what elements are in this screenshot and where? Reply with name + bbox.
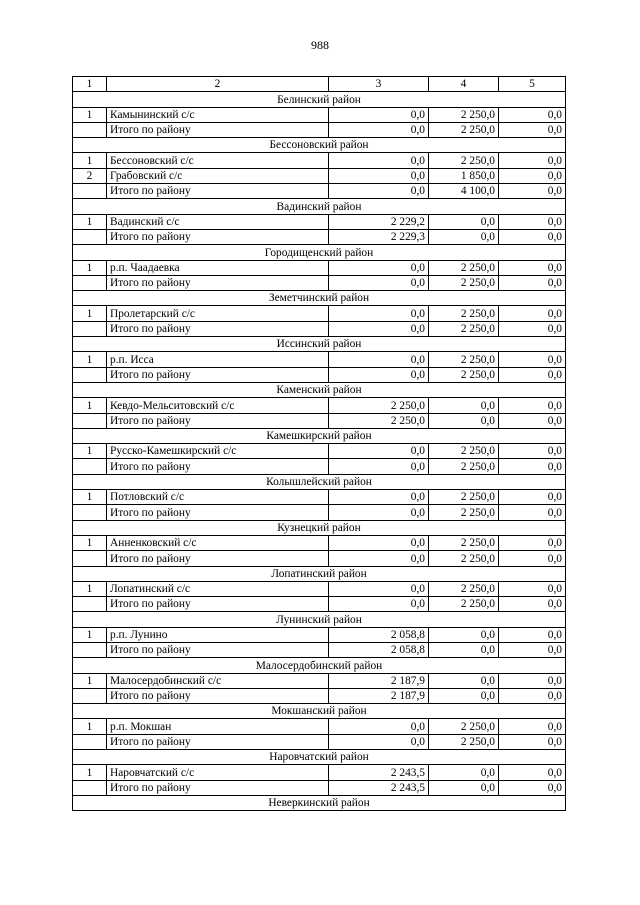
allocation-table (72, 76, 566, 811)
value-col-4: 0,0 (429, 765, 499, 780)
district-name: Вадинский район (73, 199, 566, 214)
value-col-4: 2 250,0 (429, 260, 499, 275)
row-number (73, 321, 107, 336)
settlement-name: р.п. Мокшан (107, 719, 329, 734)
row-number (73, 734, 107, 749)
value-col-5: 0,0 (499, 719, 566, 734)
row-number: 1 (73, 765, 107, 780)
district-heading-row (73, 566, 566, 581)
value-col-5: 0,0 (499, 535, 566, 550)
district-total-row (73, 642, 566, 657)
table-row (73, 444, 566, 459)
district-heading-row (73, 612, 566, 627)
value-col-3: 2 250,0 (329, 398, 429, 413)
district-name: Кузнецкий район (73, 520, 566, 535)
settlement-name: Итого по району (107, 459, 329, 474)
district-heading-row (73, 750, 566, 765)
value-col-4: 2 250,0 (429, 122, 499, 137)
value-col-3: 2 229,2 (329, 214, 429, 229)
settlement-name: Русско-Камешкирский с/с (107, 444, 329, 459)
settlement-name: Итого по району (107, 597, 329, 612)
row-number: 1 (73, 535, 107, 550)
row-number (73, 459, 107, 474)
district-heading-row (73, 245, 566, 260)
row-number (73, 122, 107, 137)
value-col-4: 2 250,0 (429, 734, 499, 749)
district-heading-row (73, 520, 566, 535)
district-total-row (73, 780, 566, 795)
value-col-3: 0,0 (329, 581, 429, 596)
value-col-3: 0,0 (329, 719, 429, 734)
value-col-4: 2 250,0 (429, 367, 499, 382)
value-col-4: 2 250,0 (429, 321, 499, 336)
row-number (73, 642, 107, 657)
row-number: 1 (73, 153, 107, 168)
value-col-5: 0,0 (499, 780, 566, 795)
value-col-4: 0,0 (429, 214, 499, 229)
settlement-name: Пролетарский с/с (107, 306, 329, 321)
settlement-name: Итого по району (107, 122, 329, 137)
settlement-name: Итого по району (107, 321, 329, 336)
district-heading-row (73, 138, 566, 153)
value-col-4: 2 250,0 (429, 597, 499, 612)
value-col-5: 0,0 (499, 352, 566, 367)
settlement-name: Наровчатский с/с (107, 765, 329, 780)
table-row (73, 535, 566, 550)
row-number: 1 (73, 260, 107, 275)
district-total-row (73, 688, 566, 703)
value-col-4: 2 250,0 (429, 581, 499, 596)
column-number-3: 3 (329, 77, 429, 92)
district-name: Малосердобинский район (73, 658, 566, 673)
table-row (73, 214, 566, 229)
value-col-4: 0,0 (429, 398, 499, 413)
row-number: 1 (73, 719, 107, 734)
district-total-row (73, 551, 566, 566)
value-col-5: 0,0 (499, 459, 566, 474)
settlement-name: Лопатинский с/с (107, 581, 329, 596)
row-number (73, 413, 107, 428)
district-name: Белинский район (73, 92, 566, 107)
table-row (73, 765, 566, 780)
district-heading-row (73, 382, 566, 397)
value-col-3: 0,0 (329, 597, 429, 612)
value-col-3: 2 229,3 (329, 229, 429, 244)
value-col-4: 2 250,0 (429, 275, 499, 290)
settlement-name: Итого по району (107, 184, 329, 199)
district-total-row (73, 275, 566, 290)
row-number: 1 (73, 581, 107, 596)
value-col-5: 0,0 (499, 275, 566, 290)
value-col-5: 0,0 (499, 398, 566, 413)
value-col-4: 0,0 (429, 642, 499, 657)
row-number: 1 (73, 306, 107, 321)
value-col-3: 0,0 (329, 352, 429, 367)
value-col-5: 0,0 (499, 581, 566, 596)
value-col-4: 2 250,0 (429, 444, 499, 459)
district-heading-row (73, 337, 566, 352)
value-col-3: 2 187,9 (329, 673, 429, 688)
settlement-name: Кевдо-Мельситовский с/с (107, 398, 329, 413)
value-col-4: 0,0 (429, 780, 499, 795)
district-total-row (73, 184, 566, 199)
settlement-name: Камынинский с/с (107, 107, 329, 122)
value-col-4: 4 100,0 (429, 184, 499, 199)
value-col-5: 0,0 (499, 168, 566, 183)
value-col-4: 2 250,0 (429, 107, 499, 122)
value-col-5: 0,0 (499, 413, 566, 428)
value-col-3: 2 250,0 (329, 413, 429, 428)
settlement-name: Итого по району (107, 505, 329, 520)
table-row (73, 107, 566, 122)
value-col-4: 0,0 (429, 673, 499, 688)
row-number (73, 505, 107, 520)
district-heading-row (73, 428, 566, 443)
table-row (73, 581, 566, 596)
row-number (73, 780, 107, 795)
value-col-4: 2 250,0 (429, 153, 499, 168)
table-row (73, 719, 566, 734)
value-col-5: 0,0 (499, 229, 566, 244)
district-total-row (73, 413, 566, 428)
row-number: 1 (73, 107, 107, 122)
district-name: Земетчинский район (73, 291, 566, 306)
value-col-3: 2 187,9 (329, 688, 429, 703)
settlement-name: р.п. Лунино (107, 627, 329, 642)
value-col-3: 0,0 (329, 107, 429, 122)
row-number (73, 184, 107, 199)
value-col-5: 0,0 (499, 444, 566, 459)
page-number: 988 (311, 38, 329, 52)
district-name: Городищенский район (73, 245, 566, 260)
value-col-3: 0,0 (329, 367, 429, 382)
district-total-row (73, 505, 566, 520)
district-heading-row (73, 658, 566, 673)
value-col-3: 0,0 (329, 734, 429, 749)
value-col-5: 0,0 (499, 122, 566, 137)
settlement-name: Итого по району (107, 275, 329, 290)
value-col-3: 2 243,5 (329, 780, 429, 795)
row-number: 1 (73, 398, 107, 413)
settlement-name: Потловский с/с (107, 490, 329, 505)
value-col-4: 0,0 (429, 229, 499, 244)
settlement-name: Итого по району (107, 642, 329, 657)
district-total-row (73, 321, 566, 336)
value-col-5: 0,0 (499, 306, 566, 321)
value-col-3: 0,0 (329, 153, 429, 168)
row-number: 1 (73, 673, 107, 688)
district-name: Лунинский район (73, 612, 566, 627)
value-col-5: 0,0 (499, 184, 566, 199)
row-number (73, 229, 107, 244)
district-heading-row (73, 199, 566, 214)
row-number (73, 551, 107, 566)
value-col-5: 0,0 (499, 642, 566, 657)
table-body (73, 77, 566, 811)
district-heading-row (73, 795, 566, 810)
settlement-name: Грабовский с/с (107, 168, 329, 183)
table-row (73, 352, 566, 367)
value-col-3: 0,0 (329, 275, 429, 290)
value-col-5: 0,0 (499, 490, 566, 505)
district-name: Мокшанский район (73, 704, 566, 719)
district-heading-row (73, 704, 566, 719)
district-total-row (73, 459, 566, 474)
table-row (73, 398, 566, 413)
settlement-name: Итого по району (107, 229, 329, 244)
value-col-5: 0,0 (499, 321, 566, 336)
value-col-5: 0,0 (499, 765, 566, 780)
row-number: 2 (73, 168, 107, 183)
row-number (73, 275, 107, 290)
value-col-5: 0,0 (499, 214, 566, 229)
value-col-3: 0,0 (329, 505, 429, 520)
value-col-4: 2 250,0 (429, 535, 499, 550)
settlement-name: Бессоновский с/с (107, 153, 329, 168)
value-col-5: 0,0 (499, 505, 566, 520)
value-col-4: 2 250,0 (429, 719, 499, 734)
table-row (73, 153, 566, 168)
district-name: Неверкинский район (73, 795, 566, 810)
row-number (73, 688, 107, 703)
district-heading-row (73, 92, 566, 107)
row-number: 1 (73, 352, 107, 367)
value-col-3: 2 243,5 (329, 765, 429, 780)
district-name: Лопатинский район (73, 566, 566, 581)
settlement-name: Итого по району (107, 780, 329, 795)
table-row (73, 260, 566, 275)
district-name: Бессоновский район (73, 138, 566, 153)
district-total-row (73, 229, 566, 244)
value-col-5: 0,0 (499, 688, 566, 703)
district-total-row (73, 367, 566, 382)
district-total-row (73, 597, 566, 612)
row-number: 1 (73, 214, 107, 229)
settlement-name: Итого по району (107, 551, 329, 566)
settlement-name: Вадинский с/с (107, 214, 329, 229)
value-col-5: 0,0 (499, 734, 566, 749)
settlement-name: Итого по району (107, 367, 329, 382)
value-col-3: 0,0 (329, 306, 429, 321)
column-number-5: 5 (499, 77, 566, 92)
district-total-row (73, 122, 566, 137)
district-name: Иссинский район (73, 337, 566, 352)
district-name: Колышлейский район (73, 474, 566, 489)
district-name: Наровчатский район (73, 750, 566, 765)
settlement-name: Анненковский с/с (107, 535, 329, 550)
settlement-name: Итого по району (107, 688, 329, 703)
value-col-4: 2 250,0 (429, 551, 499, 566)
value-col-4: 1 850,0 (429, 168, 499, 183)
value-col-5: 0,0 (499, 367, 566, 382)
row-number (73, 597, 107, 612)
column-number-4: 4 (429, 77, 499, 92)
settlement-name: р.п. Исса (107, 352, 329, 367)
table-row (73, 490, 566, 505)
district-total-row (73, 734, 566, 749)
settlement-name: Малосердобинский с/с (107, 673, 329, 688)
value-col-4: 0,0 (429, 413, 499, 428)
value-col-5: 0,0 (499, 627, 566, 642)
value-col-3: 0,0 (329, 321, 429, 336)
value-col-4: 2 250,0 (429, 490, 499, 505)
value-col-5: 0,0 (499, 597, 566, 612)
value-col-4: 2 250,0 (429, 459, 499, 474)
value-col-3: 0,0 (329, 168, 429, 183)
column-number-1: 1 (73, 77, 107, 92)
district-heading-row (73, 291, 566, 306)
value-col-3: 0,0 (329, 490, 429, 505)
value-col-3: 2 058,8 (329, 627, 429, 642)
value-col-4: 0,0 (429, 688, 499, 703)
settlement-name: Итого по району (107, 734, 329, 749)
table-row (73, 673, 566, 688)
district-name: Каменский район (73, 382, 566, 397)
value-col-5: 0,0 (499, 107, 566, 122)
value-col-3: 2 058,8 (329, 642, 429, 657)
column-number-row (73, 77, 566, 92)
value-col-3: 0,0 (329, 444, 429, 459)
value-col-3: 0,0 (329, 122, 429, 137)
row-number (73, 367, 107, 382)
value-col-4: 0,0 (429, 627, 499, 642)
table-row (73, 627, 566, 642)
district-heading-row (73, 474, 566, 489)
value-col-3: 0,0 (329, 535, 429, 550)
value-col-4: 2 250,0 (429, 306, 499, 321)
table-row (73, 306, 566, 321)
value-col-5: 0,0 (499, 260, 566, 275)
value-col-5: 0,0 (499, 551, 566, 566)
settlement-name: Итого по району (107, 413, 329, 428)
settlement-name: р.п. Чаадаевка (107, 260, 329, 275)
value-col-5: 0,0 (499, 153, 566, 168)
value-col-4: 2 250,0 (429, 352, 499, 367)
value-col-4: 2 250,0 (429, 505, 499, 520)
value-col-3: 0,0 (329, 260, 429, 275)
column-number-2: 2 (107, 77, 329, 92)
row-number: 1 (73, 444, 107, 459)
table-row (73, 168, 566, 183)
row-number: 1 (73, 490, 107, 505)
value-col-5: 0,0 (499, 673, 566, 688)
value-col-3: 0,0 (329, 184, 429, 199)
row-number: 1 (73, 627, 107, 642)
value-col-3: 0,0 (329, 459, 429, 474)
value-col-3: 0,0 (329, 551, 429, 566)
district-name: Камешкирский район (73, 428, 566, 443)
